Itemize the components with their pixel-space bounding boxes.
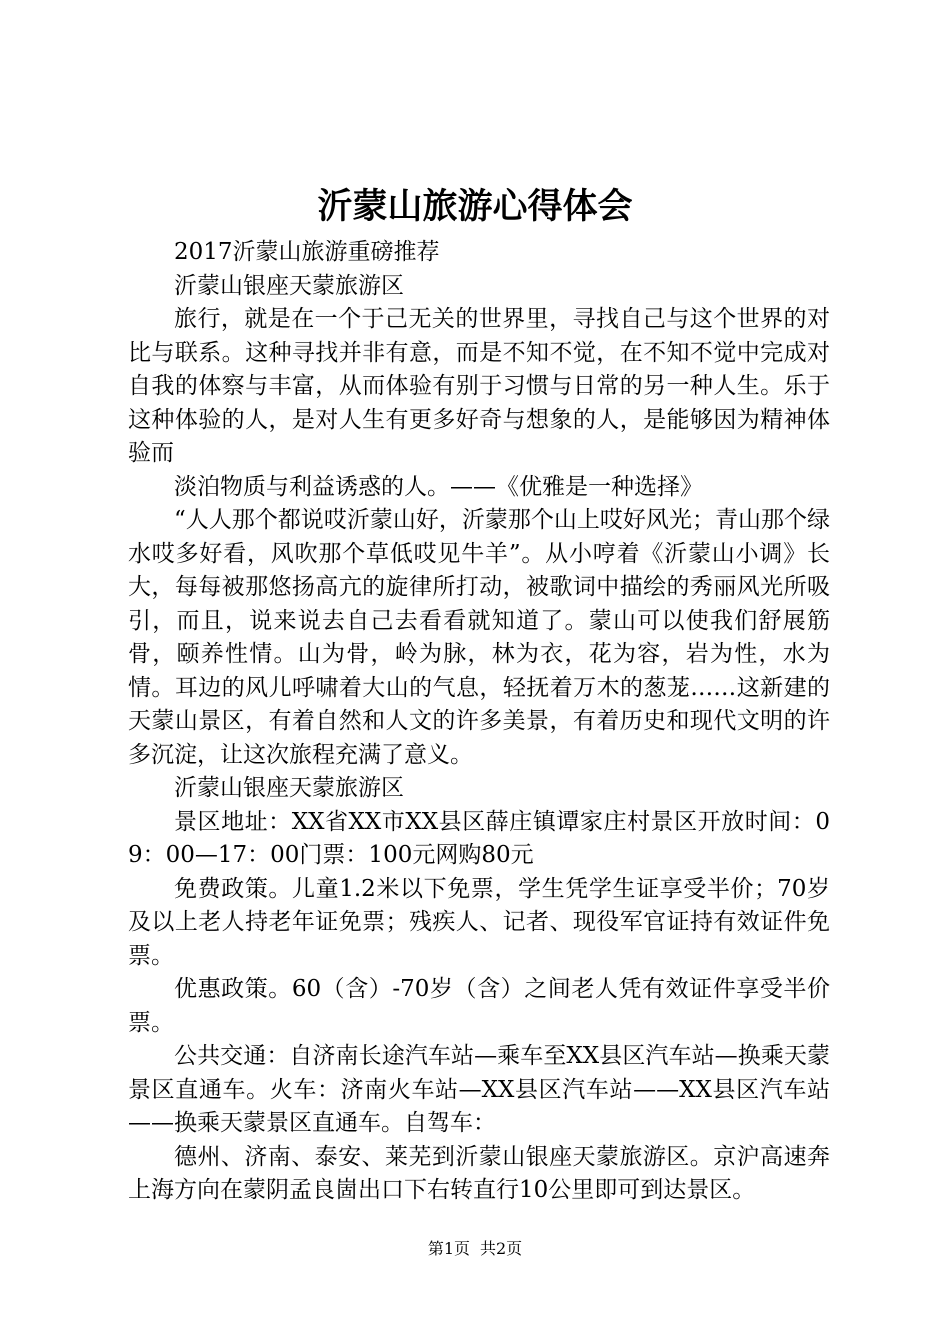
- paragraph-quote-source: 淡泊物质与利益诱惑的人。——《优雅是一种选择》: [174, 473, 703, 500]
- paragraph-address-hours: 景区地址：XX省XX市XX县区薛庄镇谭家庄村景区开放时间：09：00—17：00门票：100元网购80元: [128, 808, 830, 868]
- paragraph-recommendation: 2017沂蒙山旅游重磅推荐: [174, 239, 440, 265]
- paragraph-free-policy: 免费政策。儿童1.2米以下免票，学生凭学生证享受半价；70岁及以上老人持老年证免票；残疾人、记者、现役军官证持有效证件免票。: [128, 875, 830, 969]
- paragraph-driving-route: 德州、济南、泰安、莱芜到沂蒙山银座天蒙旅游区。京沪高速奔上海方向在蒙阴孟良崮出口下右转直行10公里即可到达景区。: [128, 1143, 830, 1203]
- paragraph-scenic-area-name-2: 沂蒙山银座天蒙旅游区: [174, 775, 404, 801]
- page-number: 第1页: [427, 1239, 470, 1258]
- page-total: 共2页: [480, 1239, 523, 1258]
- document-body: [128, 236, 830, 1208]
- paragraph-travel-intro: 旅行，就是在一个于己无关的世界里，寻找自己与这个世界的对比与联系。这种寻找并非有意，而是不知不觉，在不知不觉中完成对自我的体察与丰富，从而体验有别于习惯与日常的另一种人生。乐于这种体验的人，是对人生有更多好奇与想象的人，是能够因为精神体验而: [128, 306, 830, 466]
- paragraph-public-transport: 公共交通：自济南长途汽车站—乘车至XX县区汽车站—换乘天蒙景区直通车。火车：济南火车站—XX县区汽车站——XX县区汽车站——换乘天蒙景区直通车。自驾车：: [128, 1043, 830, 1136]
- paragraph-scenic-area-name: 沂蒙山银座天蒙旅游区: [174, 272, 404, 299]
- paragraph-discount-policy: 优惠政策。60（含）-70岁（含）之间老人凭有效证件享受半价票。: [128, 976, 830, 1036]
- paragraph-folk-song: “人人那个都说哎沂蒙山好，沂蒙那个山上哎好风光；青山那个绿水哎多好看，风吹那个草低哎见牛羊”。从小哼着《沂蒙山小调》长大，每每被那悠扬高亢的旋律所打动，被歌词中描绘的秀丽风光所吸引，而且，说来说去自己去看看就知道了。蒙山可以使我们舒展筋骨，颐养性情。山为骨，岭为脉，林为衣，花为容，岩为性，水为情。耳边的风儿呼啸着大山的气息，轻抚着万木的葱茏……这新建的天蒙山景区，有着自然和人文的许多美景，有着历史和现代文明的许多沉淀，让这次旅程充满了意义。: [128, 507, 830, 768]
- page-footer: [0, 1238, 950, 1260]
- document-title: 沂蒙山旅游心得体会: [317, 186, 633, 227]
